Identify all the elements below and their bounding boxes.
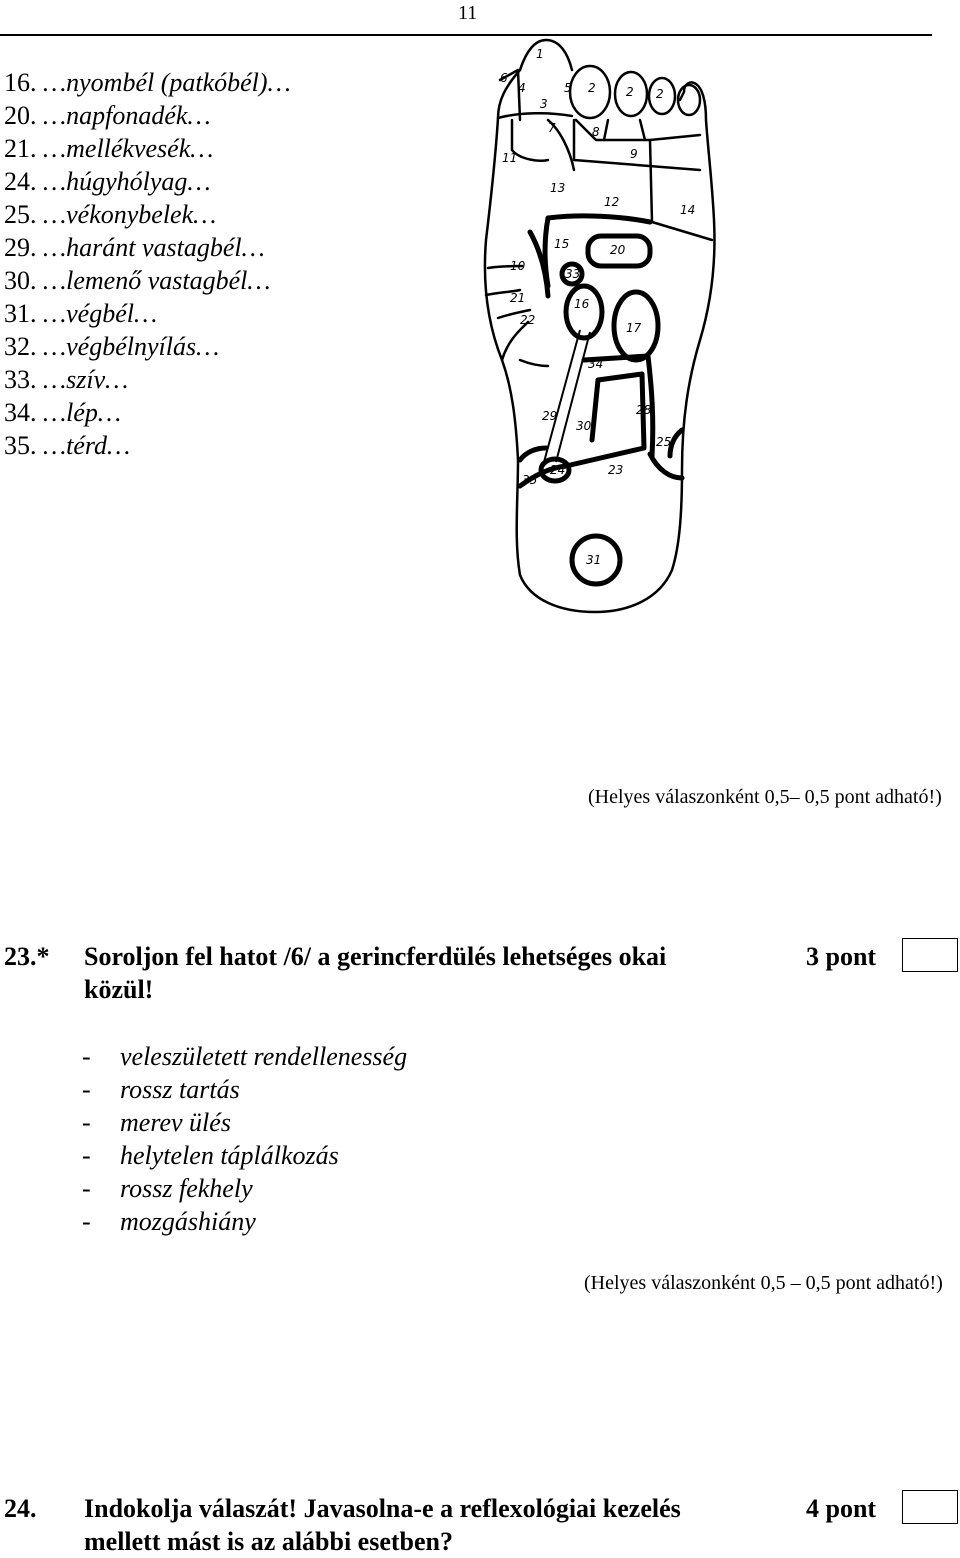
ellipsis: … xyxy=(247,266,271,295)
answer-text: végbél xyxy=(66,299,134,328)
zone-label: 7 xyxy=(548,121,556,135)
list-item xyxy=(82,1073,407,1106)
foot-organ-regions xyxy=(520,216,682,584)
question-24-text xyxy=(84,1492,681,1558)
answer-text: végbélnyílás xyxy=(66,332,197,361)
zone-label: 16 xyxy=(574,297,590,311)
answer-item xyxy=(4,132,291,165)
answer-text: mozgáshiány xyxy=(120,1207,256,1236)
zone-label: 15 xyxy=(554,237,570,251)
zone-label: 24 xyxy=(550,463,566,477)
zone-label: 23 xyxy=(608,463,624,477)
answer-item xyxy=(4,165,291,198)
zone-label: 11 xyxy=(502,151,518,165)
answer-item xyxy=(4,198,291,231)
question-24-score-box[interactable] xyxy=(902,1490,958,1524)
answer-text: rossz fekhely xyxy=(120,1174,253,1203)
zone-label: 29 xyxy=(542,409,558,423)
dash: - xyxy=(82,1174,91,1203)
dash: - xyxy=(82,1141,91,1170)
answer-number: 31. xyxy=(4,299,37,328)
zone-label: 9 xyxy=(630,147,638,161)
ellipsis: … xyxy=(43,332,67,361)
answer-text: haránt vastagbél xyxy=(66,233,242,262)
ellipsis: … xyxy=(187,101,211,130)
ellipsis: … xyxy=(43,167,67,196)
answer-number: 20. xyxy=(4,101,37,130)
answer-number: 35. xyxy=(4,431,37,460)
answer-text: vékonybelek xyxy=(66,200,194,229)
zone-label: 33 xyxy=(565,267,581,281)
answer-item xyxy=(4,330,291,363)
zone-label: 2 xyxy=(656,87,664,101)
answer-number: 24. xyxy=(4,167,37,196)
list-item xyxy=(82,1106,407,1139)
answer-item xyxy=(4,99,291,132)
answer-item xyxy=(4,429,291,462)
zone-label: 17 xyxy=(626,321,642,335)
zone-label: 31 xyxy=(586,553,602,567)
ellipsis: … xyxy=(43,431,67,460)
list-item xyxy=(82,1172,407,1205)
ellipsis: … xyxy=(193,200,217,229)
question-24-line-1: Indokolja válaszát! Javasolna-e a reflexológiai kezelés xyxy=(84,1494,681,1523)
dash: - xyxy=(82,1108,91,1137)
answer-text: lemenő vastagbél xyxy=(66,266,248,295)
zone-label: 10 xyxy=(510,259,526,273)
zone-label: 2 xyxy=(588,81,596,95)
answer-text: lép xyxy=(66,398,98,427)
zone-label: 1 xyxy=(536,47,544,61)
answer-text: térd xyxy=(66,431,108,460)
question-24-points: 4 pont xyxy=(806,1494,877,1523)
answer-number: 29. xyxy=(4,233,37,262)
ellipsis: … xyxy=(43,233,67,262)
answer-item xyxy=(4,297,291,330)
zone-label: 30 xyxy=(576,419,592,433)
answer-number: 30. xyxy=(4,266,37,295)
list-item xyxy=(82,1205,407,1238)
ellipsis: … xyxy=(43,101,67,130)
foot-reflex-map xyxy=(478,38,722,620)
answer-text: mellékvesék xyxy=(66,134,191,163)
question-23-number: 23.* xyxy=(4,942,50,971)
question-23-text xyxy=(84,940,666,1006)
list-item xyxy=(82,1040,407,1073)
ellipsis: … xyxy=(43,299,67,328)
answer-text: veleszületett rendellenesség xyxy=(120,1042,408,1071)
ellipsis: … xyxy=(43,200,67,229)
answer-text: szív xyxy=(66,365,106,394)
ellipsis: … xyxy=(43,266,67,295)
ellipsis: … xyxy=(43,365,67,394)
answer-item xyxy=(4,231,291,264)
zone-label: 14 xyxy=(680,203,696,217)
answer-number: 25. xyxy=(4,200,37,229)
ellipsis: … xyxy=(105,365,129,394)
question-24-line-2: mellett mást is az alábbi esetben? xyxy=(84,1527,454,1556)
answer-text: rossz tartás xyxy=(120,1075,240,1104)
foot-map-labels xyxy=(500,47,695,567)
answer-number: 16. xyxy=(4,68,37,97)
answer-item xyxy=(4,363,291,396)
scoring-note: (Helyes válaszonként 0,5 – 0,5 pont adható!) xyxy=(584,1272,943,1294)
question-23-line-2: közül! xyxy=(84,975,154,1004)
list-item xyxy=(82,1139,407,1172)
answer-text: merev ülés xyxy=(120,1108,231,1137)
answer-number: 32. xyxy=(4,332,37,361)
ellipsis: … xyxy=(241,233,265,262)
ellipsis: … xyxy=(190,134,214,163)
question-23-line-1: Soroljon fel hatot /6/ a gerincferdülés lehetséges okai xyxy=(84,942,667,971)
scoring-note: (Helyes válaszonként 0,5– 0,5 pont adható!) xyxy=(588,786,942,808)
answer-text: nyombél (patkóbél) xyxy=(66,68,268,97)
zone-label: 34 xyxy=(588,357,604,371)
ellipsis: … xyxy=(97,398,122,427)
ellipsis: … xyxy=(107,431,131,460)
answer-text: napfonadék xyxy=(66,101,188,130)
zone-label: 8 xyxy=(592,125,600,139)
answer-number: 33. xyxy=(4,365,37,394)
answer-number: 34. xyxy=(4,398,37,427)
foot-ureter-lines xyxy=(544,330,590,462)
zone-label: 28 xyxy=(636,403,652,417)
ellipsis: … xyxy=(43,134,67,163)
answer-item xyxy=(4,396,291,429)
zone-label: 21 xyxy=(510,291,526,305)
zone-label: 5 xyxy=(564,81,572,95)
answer-item xyxy=(4,264,291,297)
question-23-score-box[interactable] xyxy=(902,938,958,972)
ellipsis: … xyxy=(43,398,67,427)
zone-label: 20 xyxy=(610,243,626,257)
zone-label: 13 xyxy=(550,181,566,195)
page-number: 11 xyxy=(458,2,478,24)
zone-label: 22 xyxy=(520,313,536,327)
answer-item xyxy=(4,66,291,99)
zone-label: 12 xyxy=(604,195,620,209)
zone-label: 35 xyxy=(522,473,538,487)
zone-label: 6 xyxy=(500,71,508,85)
question-23-answers xyxy=(82,1040,407,1238)
ellipsis: … xyxy=(133,299,158,328)
zone-label: 25 xyxy=(656,435,672,449)
answer-list xyxy=(4,66,291,462)
zone-label: 4 xyxy=(518,81,526,95)
ellipsis: … xyxy=(267,68,291,97)
zone-label: 3 xyxy=(540,97,548,111)
ellipsis: … xyxy=(43,68,67,97)
ellipsis: … xyxy=(196,332,220,361)
answer-text: húgyhólyag xyxy=(66,167,188,196)
ellipsis: … xyxy=(187,167,211,196)
dash: - xyxy=(82,1207,91,1236)
dash: - xyxy=(82,1075,91,1104)
header-rule xyxy=(0,34,932,36)
answer-text: helytelen táplálkozás xyxy=(120,1141,339,1170)
dash: - xyxy=(82,1042,91,1071)
question-23-points: 3 pont xyxy=(806,942,877,971)
zone-label: 2 xyxy=(626,85,634,99)
question-24-number: 24. xyxy=(4,1494,37,1523)
answer-number: 21. xyxy=(4,134,37,163)
